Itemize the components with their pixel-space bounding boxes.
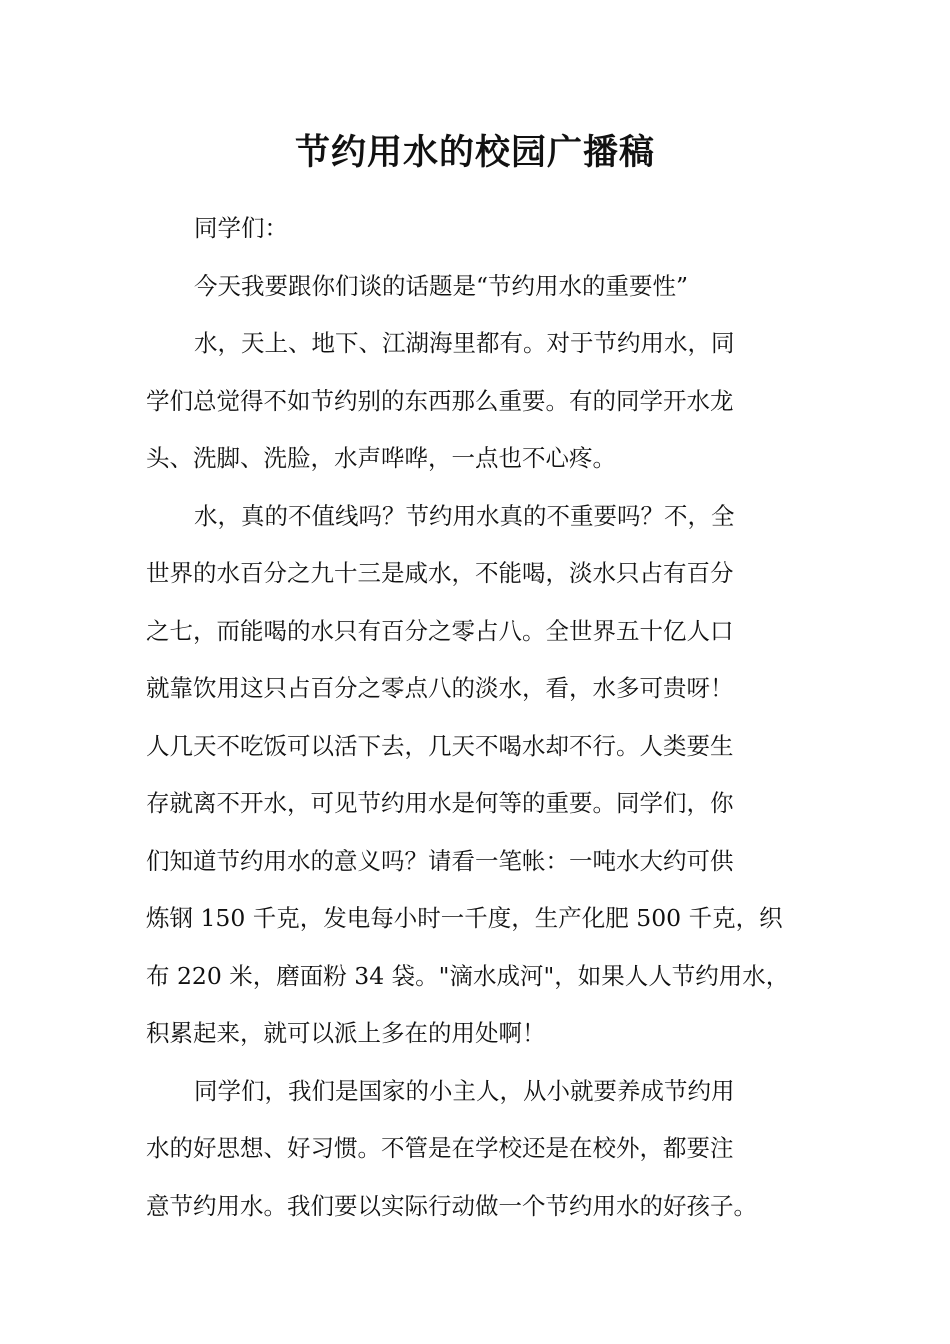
- paragraph-line: 积累起来，就可以派上多在的用处啊！: [146, 1019, 546, 1047]
- paragraph-line: 世界的水百分之九十三是咸水，不能喝，淡水只占有百分: [146, 559, 734, 587]
- paragraph-line: 存就离不开水，可见节约用水是何等的重要。同学们，你: [146, 789, 734, 817]
- paragraph-line: 们知道节约用水的意义吗？请看一笔帐：一吨水大约可供: [146, 846, 734, 875]
- paragraph-line: 学们总觉得不如节约别的东西那么重要。有的同学开水龙: [146, 386, 734, 415]
- paragraph-line: 同学们，我们是国家的小主人，从小就要养成节约用: [194, 1076, 735, 1105]
- paragraph-line: 人几天不吃饭可以活下去，几天不喝水却不行。人类要生: [146, 731, 734, 760]
- document-title: 节约用水的校园广播稿: [294, 132, 655, 173]
- greeting-line: 同学们：: [194, 214, 288, 242]
- paragraph-line: 布 220 米，磨面粉 34 袋。"滴水成河"，如果人人节约用水，: [146, 961, 790, 990]
- paragraph-line: 水，天上、地下、江湖海里都有。对于节约用水，同: [194, 329, 735, 357]
- paragraph-line: 水，真的不值线吗？节约用水真的不重要吗？不，全: [194, 501, 735, 530]
- paragraph-line: 意节约用水。我们要以实际行动做一个节约用水的好孩子。: [146, 1191, 757, 1220]
- document-body: [146, 200, 826, 1235]
- paragraph-line: 炼钢 150 千克，发电每小时一千度，生产化肥 500 千克，织: [146, 904, 783, 932]
- paragraph-line: 就靠饮用这只占百分之零点八的淡水，看，水多可贵呀！: [146, 674, 734, 702]
- paragraph-line: 之七，而能喝的水只有百分之零占八。全世界五十亿人口: [146, 616, 734, 645]
- paragraph-line: 水的好思想、好习惯。不管是在学校还是在校外，都要注: [146, 1134, 734, 1162]
- paragraph-line: 头、洗脚、洗脸，水声哗哗，一点也不心疼。: [146, 444, 616, 472]
- topic-line: 今天我要跟你们谈的话题是“节约用水的重要性”: [194, 271, 689, 300]
